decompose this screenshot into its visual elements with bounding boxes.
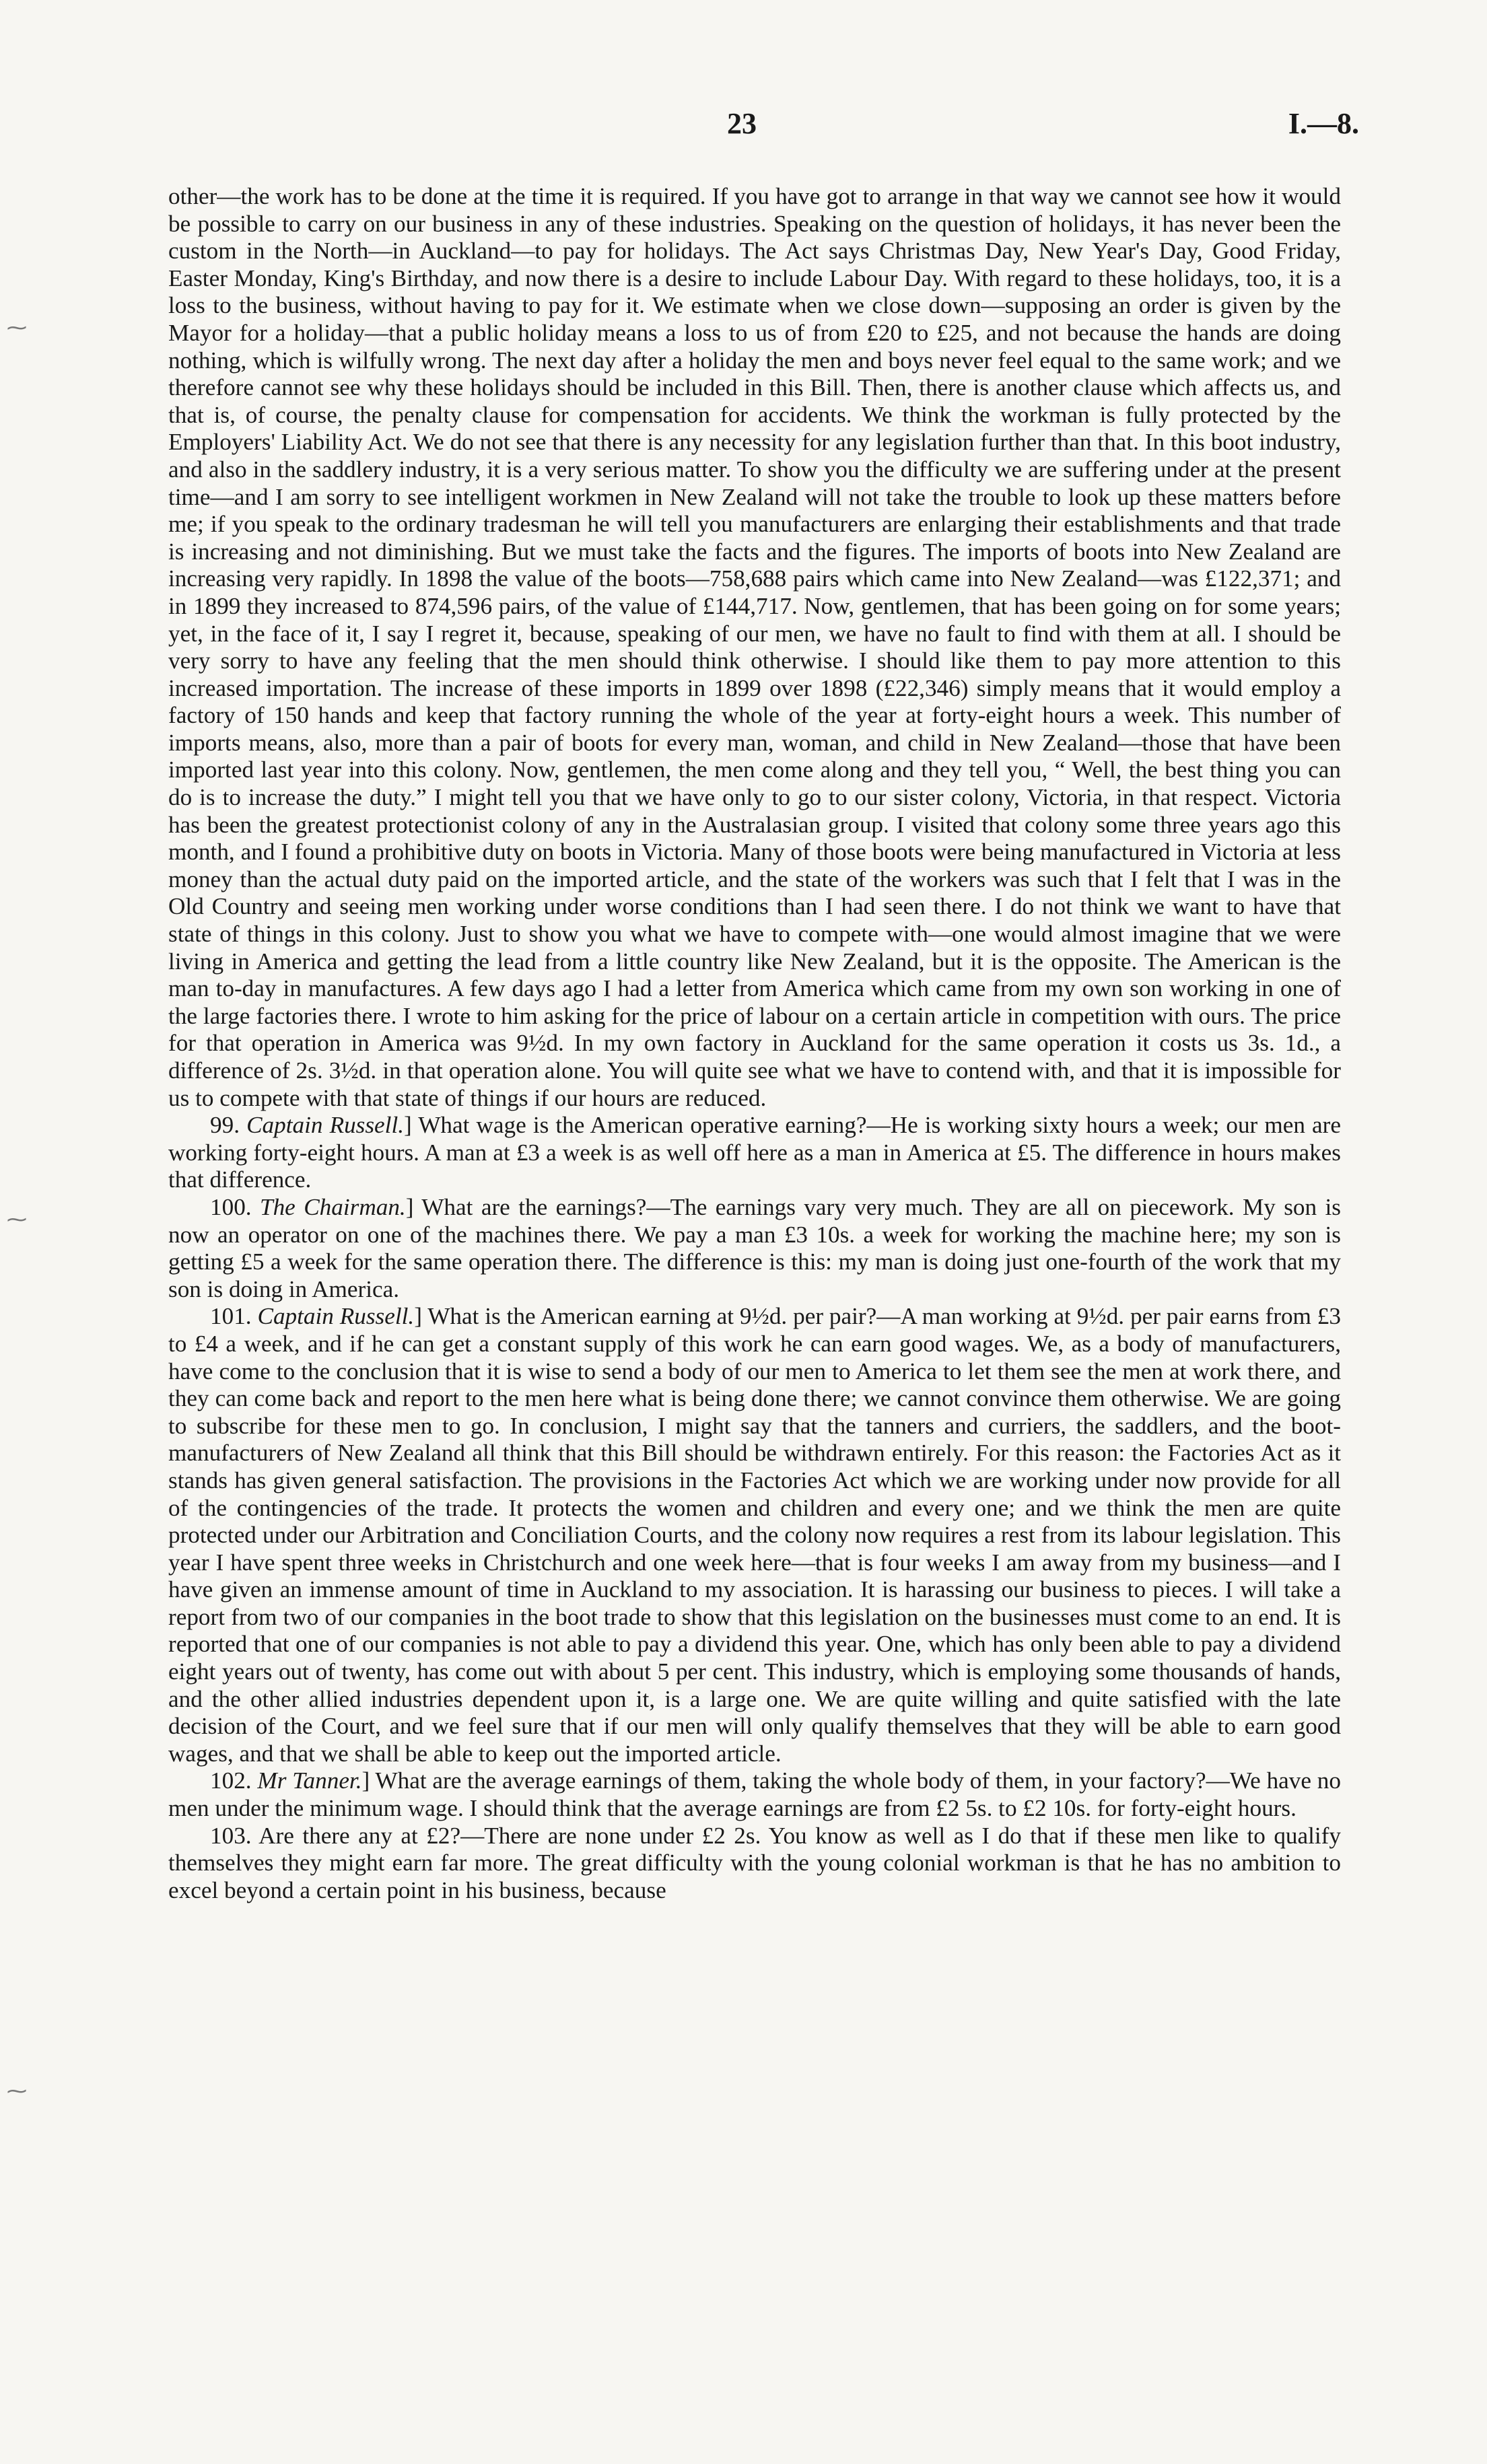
- margin-pencil-mark: ⁓: [7, 2080, 27, 2103]
- question-text: Are there any at £2?—There are none under £2 2s. You know as well as I do that if these men like to qualify themselves they might earn far more. The great difficulty with the young colonial workman is that he has no ambition to excel beyond a certain point in his business, because: [168, 1822, 1341, 1903]
- question-103: [168, 1823, 1341, 1905]
- question-99: 99. Captain Russell.] What wage is the American operative earning?—He is working sixty hours a week; our men are working forty-eight hours. A man at £3 a week is as well off here as a man in America at £5. The difference in hours makes that difference.: [168, 1112, 1341, 1193]
- question-number: 102.: [210, 1767, 252, 1794]
- question-text: What wage is the American operative earning?—He is working sixty hours a week; our men are working forty-eight hours. A man at £3 a week is as well off here as a man in America at £5. The difference in hours makes that difference.: [168, 1112, 1341, 1193]
- speaker-name: Captain Russell.: [257, 1303, 415, 1330]
- paragraph-text: other—the work has to be done at the time it is required. If you have got to arrange in that way we cannot see how it would be possible to carry on our business in any of these industries. Speaking on the question of holidays, it has never been the custom in the North—in Auckland—to pay for holidays. The Act says Christmas Day, New Year's Day, Good Friday, Easter Monday, King's Birthday, and now there is a desire to include Labour Day. With regard to these holidays, too, it is a loss to the business, without having to pay for it. We estimate when we close down—supposing an order is given by the Mayor for a holiday—that a public holiday means a loss to us of from £20 to £25, and not because the hands are doing nothing, which is wilfully wrong. The next day after a holiday the men and boys never feel equal to the same work; and we therefore cannot see why these holidays should be included in this Bill. Then, there is another clause which affects us, and that is, of course, the penalty clause for compensation for accidents. We think the workman is fully protected by the Employers' Liability Act. We do not see that there is any necessity for any legislation further than that. In this boot industry, and also in the saddlery industry, it is a very serious matter. To show you the difficulty we are suffering under at the present time—and I am sorry to see intelligent workmen in New Zealand will not take the trouble to look up these matters before me; if you speak to the ordinary tradesman he will tell you manufacturers are enlarging their establishments and that trade is increasing and not diminishing. But we must take the facts and the figures. The imports of boots into New Zealand are increasing very rapidly. In 1898 the value of the boots—758,688 pairs which came into New Zealand—was £122,371; and in 1899 they increased to 874,596 pairs, of the value of £144,717. Now, gentlemen, that has been going on for some years; yet, in the face of it, I say I regret it, because, speaking of our men, we have no fault to find with them at all. I should be very sorry to have any feeling that the men should think otherwise. I should like them to pay more attention to this increased importation. The increase of these imports in 1899 over 1898 (£22,346) simply means that it would employ a factory of 150 hands and keep that factory running the whole of the year at forty-eight hours a week. This number of imports means, also, more than a pair of boots for every man, woman, and child in New Zealand—those that have been imported last year into this colony. Now, gentlemen, the men come along and they tell you, “ Well, the best thing you can do is to increase the duty.” I might tell you that we have only to go to our sister colony, Victoria, in that respect. Victoria has been the greatest protectionist colony of any in the Australasian group. I visited that colony some three years ago this month, and I found a prohibitive duty on boots in Victoria. Many of those boots were being manufactured in Victoria at less money than the actual duty paid on the imported article, and the state of the workers was such that I felt that I was in the Old Country and seeing men working under worse conditions than I had seen there. I do not think we want to have that state of things in this colony. Just to show you what we have to compete with—one would almost imagine that we were living in America and getting the lead from a little country like New Zealand, but it is the opposite. The American is the man to-day in manufactures. A few days ago I had a letter from America which came from my own son working in one of the large factories there. I wrote to him asking for the price of labour on a certain article in competition with ours. The price for that operation in America was 9½d. In my own factory in Auckland for the same operation it costs us 3s. 1d., a difference of 2s. 3½d. in that operation alone. You will quite see what we have to contend with, and that it is impossible for us to compete with that state of things if our hours are reduced.: [168, 183, 1341, 1111]
- margin-pencil-mark: ⁓: [7, 316, 27, 340]
- speaker-name: Captain Russell.: [246, 1112, 405, 1139]
- question-102: 102. Mr Tanner.] What are the average earnings of them, taking the whole body of them, in your factory?—We have no men under the minimum wage. I should think that the average earnings are from £2 5s. to £2 10s. for forty-eight hours.: [168, 1767, 1341, 1822]
- question-101: 101. Captain Russell.] What is the American earning at 9½d. per pair?—A man working at 9½d. per pair earns from £3 to £4 a week, and if he can get a constant supply of this work he can earn good wages. We, as a body of manufacturers, have come to the conclusion that it is wise to send a body of our men to America to let them see the men at work there, and they can come back and report to the men here what is being done there; we cannot convince them otherwise. We are going to subscribe for these men to go. In conclusion, I might say that the tanners and curriers, the saddlers, and the boot-manufacturers of New Zealand all think that this Bill should be withdrawn entirely. For this reason: the Factories Act as it stands has given general satisfaction. The provisions in the Factories Act which we are working under now provide for all of the contingencies of the trade. It protects the women and children and every one; and we think the men are quite protected under our Arbitration and Conciliation Courts, and the colony now requires a rest from its labour legislation. This year I have spent three weeks in Christchurch and one week here—that is four weeks I am away from my business—and I have given an immense amount of time in Auckland to my association. It is harassing our business to pieces. I will take a report from two of our companies in the boot trade to show that this legislation on the businesses must come to an end. It is reported that one of our companies is not able to pay a dividend this year. One, which has only been able to pay a dividend eight years out of twenty, has come out with about 5 per cent. This industry, which is employing some thousands of hands, and the other allied industries dependent upon it, is a large one. We are quite willing and quite satisfied with the late decision of the Court, and we feel sure that if our men will only qualify themselves that they will be able to earn good wages, and that we shall be able to keep out the imported article.: [168, 1303, 1341, 1767]
- speaker-name: Mr Tanner.: [257, 1767, 362, 1794]
- speaker-name: The Chairman.: [260, 1193, 406, 1220]
- page-number: 23: [727, 107, 757, 140]
- question-number: 103.: [210, 1822, 252, 1849]
- paragraph-continued: [168, 183, 1341, 1112]
- margin-pencil-mark: ⁓: [7, 1208, 27, 1232]
- page-header: [0, 106, 1487, 147]
- question-100: 100. The Chairman.] What are the earnings?—The earnings vary very much. They are all on piecework. My son is now an operator on one of the machines there. We pay a man £3 10s. a week for working the machine here; my son is getting £5 a week for the same operation there. The difference is this: my man is doing just one-fourth of the work that my son is doing in America.: [168, 1193, 1342, 1302]
- question-text: What are the earnings?—The earnings vary very much. They are all on piecework. My son is now an operator on one of the machines there. We pay a man £3 10s. a week for working the machine here; my son is getting £5 a week for the same operation there. The difference is this: my man is doing just one-fourth of the work that my son is doing in America.: [168, 1193, 1342, 1302]
- question-text: What are the average earnings of them, taking the whole body of them, in your factory?—We have no men under the minimum wage. I should think that the average earnings are from £2 5s. to £2 10s. for forty-eight hours.: [168, 1767, 1341, 1822]
- question-number: 99.: [210, 1112, 240, 1139]
- body-text: [168, 183, 1341, 1904]
- document-reference: I.—8.: [1288, 107, 1359, 140]
- question-number: 100.: [210, 1193, 252, 1220]
- question-text: What is the American earning at 9½d. per pair?—A man working at 9½d. per pair earns from £3 to £4 a week, and if he can get a constant supply of this work he can earn good wages. We, as a body of manufacturers, have come to the conclusion that it is wise to send a body of our men to America to let them see the men at work there, and they can come back and report to the men here what is being done there; we cannot convince them otherwise. We are going to subscribe for these men to go. In conclusion, I might say that the tanners and curriers, the saddlers, and the boot-manufacturers of New Zealand all think that this Bill should be withdrawn entirely. For this reason: the Factories Act as it stands has given general satisfaction. The provisions in the Factories Act which we are working under now provide for all of the contingencies of the trade. It protects the women and children and every one; and we think the men are quite protected under our Arbitration and Conciliation Courts, and the colony now requires a rest from its labour legislation. This year I have spent three weeks in Christchurch and one week here—that is four weeks I am away from my business—and I have given an immense amount of time in Auckland to my association. It is harassing our business to pieces. I will take a report from two of our companies in the boot trade to show that this legislation on the businesses must come to an end. It is reported that one of our companies is not able to pay a dividend this year. One, which has only been able to pay a dividend eight years out of twenty, has come out with about 5 per cent. This industry, which is employing some thousands of hands, and the other allied industries dependent upon it, is a large one. We are quite willing and quite satisfied with the late decision of the Court, and we feel sure that if our men will only qualify themselves that they will be able to earn good wages, and that we shall be able to keep out the imported article.: [168, 1303, 1341, 1767]
- question-number: 101.: [210, 1303, 252, 1330]
